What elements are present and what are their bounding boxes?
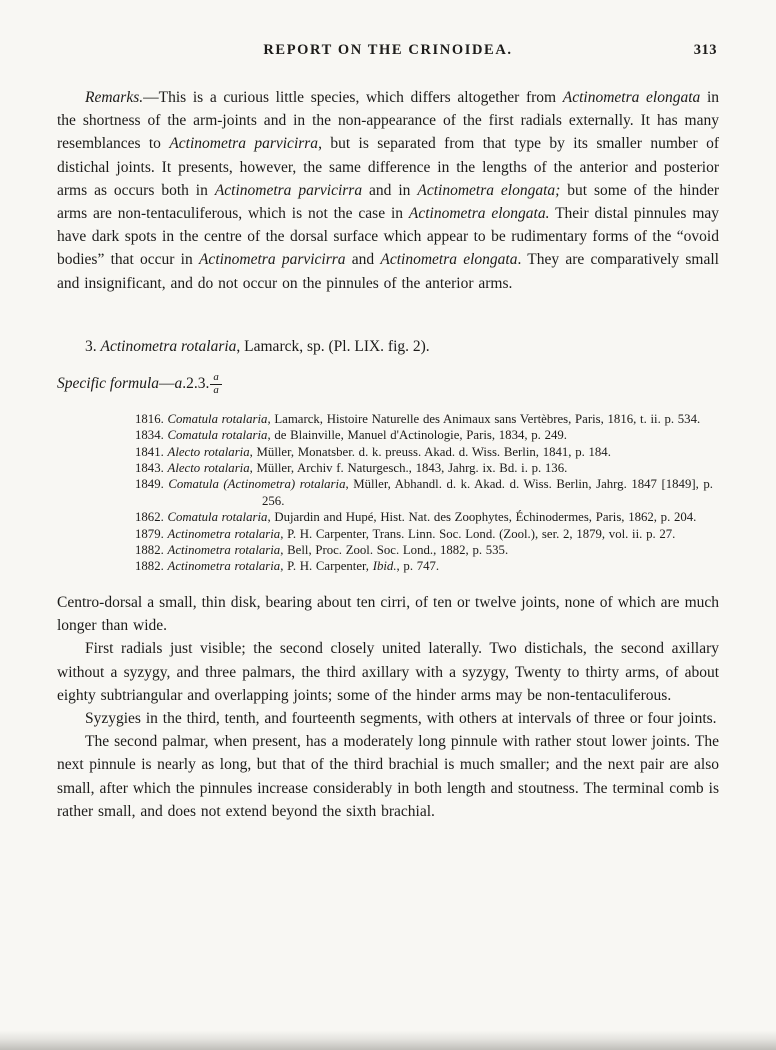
description-paragraph: First radials just visible; the second closely united laterally. Two distichals, the second axillary without a syzygy, and three palmars, the third axillary with a syzygy, Twenty to thirty arms, of about eighty subtriangular and overlapping joints; some of the hinder arms may be non-tentaculiferous. bbox=[57, 640, 719, 704]
formula-label: Specific formula—a.2.3. bbox=[57, 374, 210, 392]
synonymy-entry: 1879. Actinometra rotalaria, P. H. Carpenter, Trans. Linn. Soc. Lond. (Zool.), ser. 2, 1879, vol. ii. p. 27. bbox=[135, 526, 676, 541]
description-paragraph: The second palmar, when present, has a moderately long pinnule with rather stout lower joints. The next pinnule is nearly as long, but that of the third brachial is much smaller; and the next pair are also small, after which the pinnules increase considerably in both length and stoutness. The terminal comb is rather small, and does not extend beyond the sixth brachial. bbox=[57, 733, 719, 820]
specific-formula bbox=[57, 369, 719, 399]
description-paragraph: Syzygies in the third, tenth, and fourteenth segments, with others at intervals of three or four joints. bbox=[85, 709, 717, 727]
page-number: 313 bbox=[693, 42, 717, 58]
synonymy-list bbox=[135, 411, 713, 575]
fraction-numerator: a bbox=[210, 372, 221, 385]
formula-fraction bbox=[210, 372, 221, 396]
fraction-denominator: a bbox=[213, 383, 219, 396]
synonymy-entry: 1882. Actinometra rotalaria, P. H. Carpenter, Ibid., p. 747. bbox=[135, 559, 440, 574]
page-header-title: REPORT ON THE CRINOIDEA. bbox=[263, 42, 513, 58]
description-paragraph: Centro-dorsal a small, thin disk, bearing about ten cirri, of ten or twelve joints, none of which are much longer than wide. bbox=[57, 593, 719, 635]
synonymy-entry: 1816. Comatula rotalaria, Lamarck, Histoire Naturelle des Animaux sans Vertèbres, Paris, 1816, t. ii. p. 534. bbox=[135, 411, 701, 426]
synonymy-entry: 1834. Comatula rotalaria, de Blainville, Manuel d'Actinologie, Paris, 1834, p. 249. bbox=[135, 428, 567, 443]
synonymy-entry: 1841. Alecto rotalaria, Müller, Monatsber. d. k. preuss. Akad. d. Wiss. Berlin, 1841, p. 184. bbox=[135, 444, 611, 459]
running-header bbox=[57, 42, 719, 60]
scan-edge-shadow bbox=[0, 1030, 776, 1050]
synonymy-entry: 1843. Alecto rotalaria, Müller, Archiv f. Naturgesch., 1843, Jahrg. ix. Bd. i. p. 136. bbox=[135, 461, 568, 476]
species-heading: 3. Actinometra rotalaria, Lamarck, sp. (Pl. LIX. fig. 2). bbox=[85, 337, 430, 355]
synonymy-entry: 1882. Actinometra rotalaria, Bell, Proc. Zool. Soc. Lond., 1882, p. 535. bbox=[135, 543, 509, 558]
synonymy-entry: 1849. Comatula (Actinometra) rotalaria, Müller, Abhandl. d. k. Akad. d. Wiss. Berlin, Jahrg. 1847 [1849], p. 256. bbox=[135, 477, 713, 508]
remarks-paragraph: Remarks.—This is a curious little species, which differs altogether from Actinometra elongata in the shortness of the arm-joints and in the non-appearance of the first radials externally. It has many resemblances to Actinometra parvicirra, but is separated from that type by its smaller number of distichal joints. It presents, however, the same difference in the lengths of the anterior and posterior arms as occurs both in Actinometra parvicirra and in Actinometra elongata; but some of the hinder arms are non-tentaculiferous, which is not the case in Actinometra elongata. Their distal pinnules may have dark spots in the centre of the dorsal surface which appear to be rudimentary forms of the “ovoid bodies” that occur in Actinometra parvicirra and Actinometra elongata. They are comparatively small and insignificant, and do not occur on the pinnules of the anterior arms. bbox=[57, 89, 720, 292]
synonymy-entry: 1862. Comatula rotalaria, Dujardin and Hupé, Hist. Nat. des Zoophytes, Échinodermes, Paris, 1862, p. 204. bbox=[135, 510, 697, 525]
